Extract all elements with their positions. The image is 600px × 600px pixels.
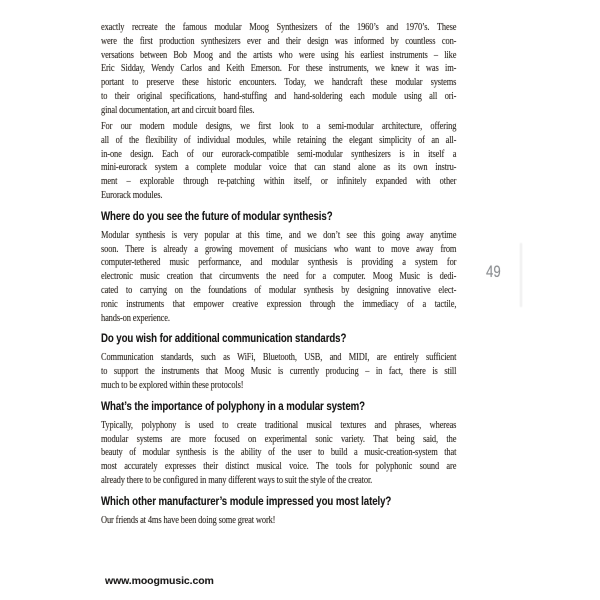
text-line: ronic instruments that empower creative expression through the immediacy of a tactile,	[101, 298, 457, 310]
paragraph	[101, 120, 456, 203]
page-number: 49	[486, 262, 501, 281]
text-line: Eurorack modules.	[101, 190, 163, 202]
text-line: much to be explored within these protocols!	[101, 380, 244, 392]
text-line: in-one design. Each of our eurorack-compatible semi-modular synthesizers is in itself a	[101, 148, 457, 160]
paragraph	[101, 351, 456, 392]
text-line: electronic music creation that circumvents the need for a computer. Moog Music is dedi-	[101, 271, 457, 283]
text-line: exactly recreate the famous modular Moog Synthesizers of the 1960’s and 1970’s. These	[101, 22, 457, 33]
paragraph	[101, 229, 456, 326]
article-content	[101, 21, 456, 530]
text-line: to their original specifications, hand-stuffing and hand-soldering each module using all ori-	[101, 90, 457, 102]
text-line: Typically, polyphony is used to create traditional musical textures and phrases, whereas	[101, 419, 457, 431]
question-heading: What’s the importance of polyphony in a modular system?	[101, 400, 365, 413]
text-line: portant to preserve these historic encounters. Today, we handcraft these modular systems	[101, 77, 457, 89]
text-line: hands-on experience.	[101, 312, 170, 324]
text-line: mini-eurorack system a complete modular voice that can stand alone as its own instru-	[101, 162, 457, 174]
text-line: soon. There is already a growing movement of musicians who want to move away from	[101, 243, 457, 255]
text-line: cated to carrying on the foundations of modular synthesis by designing innovative elect-	[101, 285, 457, 297]
text-line: to support the instruments that Moog Music is currently producing – in fact, there is still	[101, 366, 457, 378]
paragraph	[101, 419, 456, 488]
text-line: For our modern module designs, we first look to a semi-modular architecture, offering	[101, 121, 457, 133]
text-line: already there to be configured in many different ways to suit the style of the creator.	[101, 475, 373, 487]
question-heading: Where do you see the future of modular synthesis?	[101, 210, 333, 223]
question-heading: Which other manufacturer’s module impressed you most lately?	[101, 495, 392, 508]
text-line: all of the flexibility of individual modules, while retaining the elegant simplicity of an all-	[101, 134, 457, 146]
text-line: Communication standards, such as WiFi, Bluetooth, USB, and MIDI, are entirely sufficient	[101, 352, 457, 364]
text-line: modular systems are more focused on experimental sonic variety. That being said, the	[101, 433, 457, 445]
paragraph	[101, 514, 456, 528]
text-line: most accurately expresses their distinct musical voice. The tools for polyphonic sound are	[101, 461, 457, 473]
text-line: Modular synthesis is very popular at this time, and we don’t see this going away anytime	[101, 229, 457, 241]
footer-url: www.moogmusic.com	[105, 575, 214, 587]
question-heading: Do you wish for additional communication standards?	[101, 333, 347, 346]
text-line: computer-tethered music performance, and modular synthesis is providing a system for	[101, 257, 457, 269]
text-line: ment – explorable through re-patching within itself, or infinitely expanded with other	[101, 176, 457, 188]
text-line: Eric Sidday, Wendy Carlos and Keith Emerson. For these instruments, we knew it was im-	[101, 63, 457, 75]
text-line: ginal documentation, art and circuit board files.	[101, 104, 255, 116]
text-line: beauty of modular synthesis is the ability of the user to build a music-creation-system that	[101, 447, 457, 459]
text-line: were the first production synthesizers ever and their design was informed by countless con-	[101, 35, 457, 47]
paragraph	[101, 21, 456, 118]
text-line: Our friends at 4ms have been doing some great work!	[101, 514, 276, 526]
scan-smudge	[520, 243, 522, 307]
text-line: versations between Bob Moog and the artists who were using his earliest instruments – like	[101, 49, 457, 61]
